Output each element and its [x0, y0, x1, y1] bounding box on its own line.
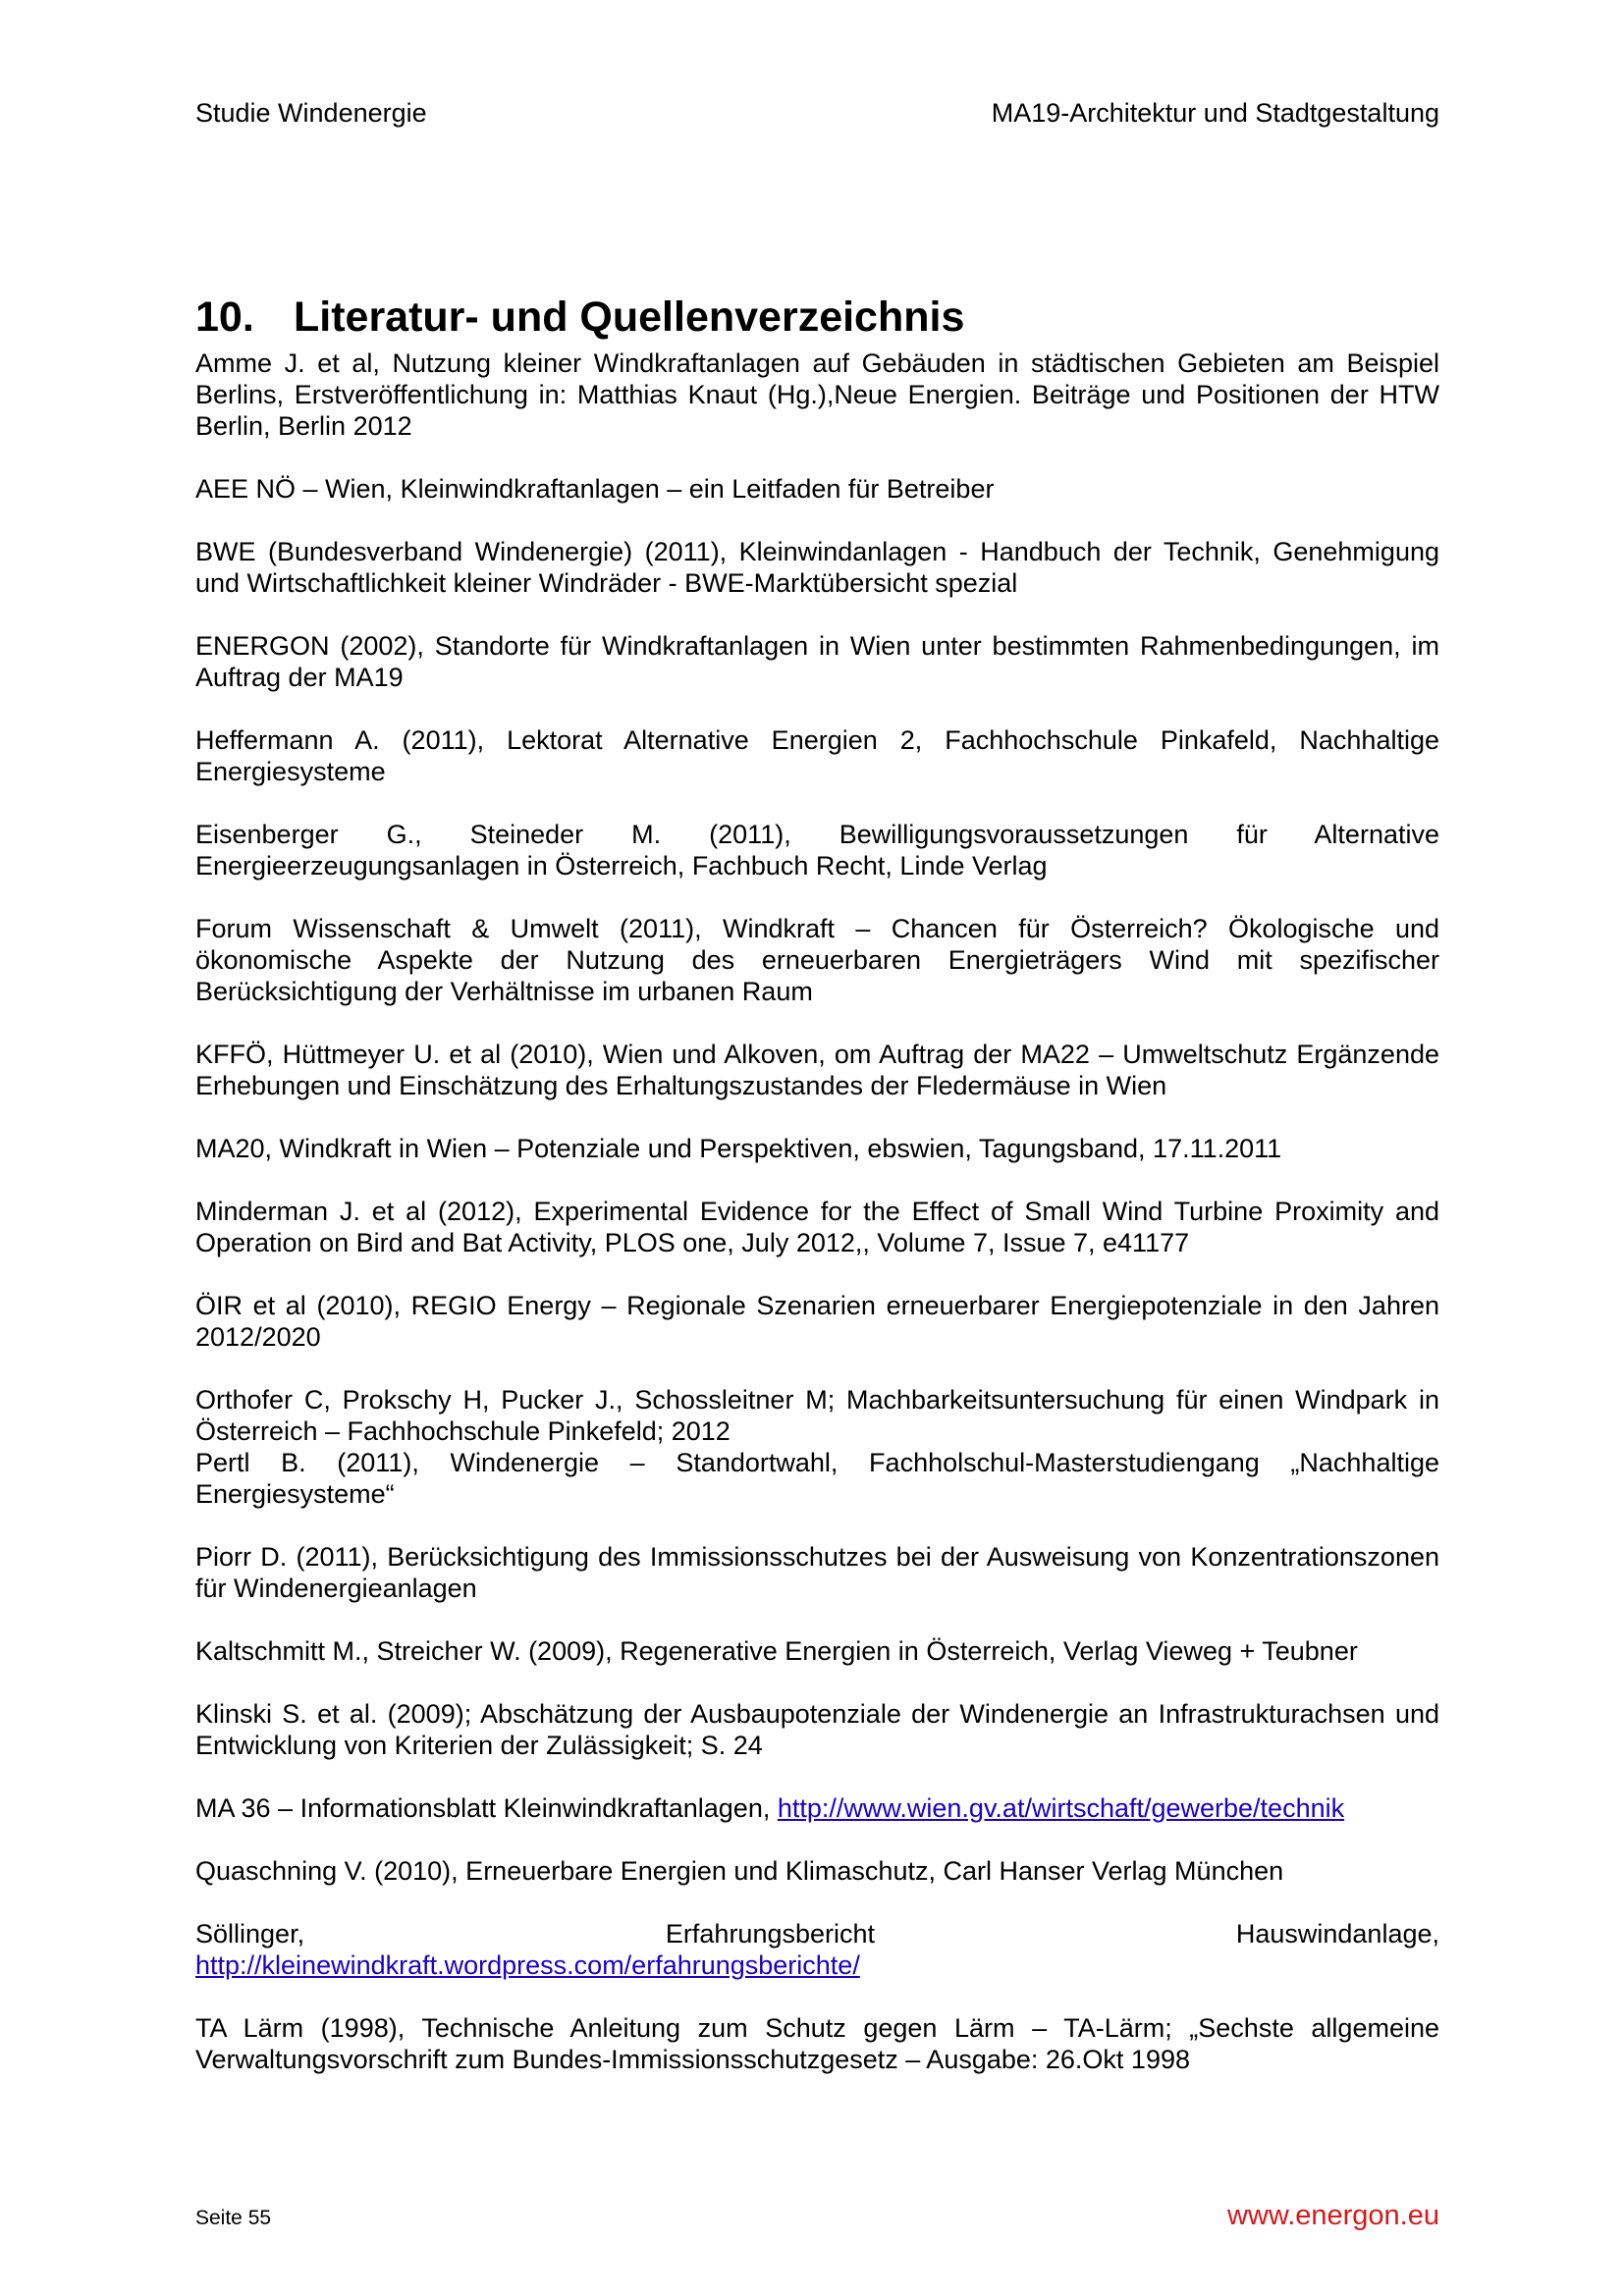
- footer-website-link[interactable]: www.energon.eu: [1226, 2200, 1439, 2231]
- ma36-link[interactable]: http://www.wien.gv.at/wirtschaft/gewerbe/technik: [777, 1793, 1345, 1823]
- reference-item: TA Lärm (1998), Technische Anleitung zum Schutz gegen Lärm – TA-Lärm; „Sechste allgemeine Verwaltungsvorschrift zum Bundes-Immissionsschutzgesetz – Ausgabe: 26.Okt 1998: [195, 2013, 1439, 2074]
- reference-text: MA 36 – Informationsblatt Kleinwindkraftanlagen,: [195, 1793, 778, 1823]
- soellinger-word: Erfahrungsbericht: [665, 1919, 876, 1949]
- reference-item: Orthofer C, Prokschy H, Pucker J., Schossleitner M; Machbarkeitsuntersuchung für einen Windpark in Österreich – Fachhochschule Pinkefeld; 2012: [195, 1385, 1439, 1446]
- reference-item-ma36: [195, 1792, 1439, 1824]
- soellinger-author: Söllinger,: [195, 1919, 305, 1949]
- reference-item: MA20, Windkraft in Wien – Potenziale und Perspektiven, ebswien, Tagungsband, 17.11.2011: [195, 1134, 1282, 1163]
- header-department: MA19-Architektur und Stadtgestaltung: [991, 98, 1439, 128]
- reference-item: KFFÖ, Hüttmeyer U. et al (2010), Wien und Alkoven, om Auftrag der MA22 – Umweltschutz Ergänzende Erhebungen und Einschätzung des Erhaltungszustandes der Fledermäuse in Wien: [195, 1040, 1439, 1100]
- section-number: 10.: [195, 294, 254, 341]
- reference-item: Amme J. et al, Nutzung kleiner Windkraftanlagen auf Gebäuden in städtischen Gebieten am Beispiel Berlins, Erstveröffentlichung in: Matthias Knaut (Hg.),Neue Energien. Beiträge und Positionen der HTW Berlin, Berlin 2012: [195, 348, 1439, 441]
- reference-item: BWE (Bundesverband Windenergie) (2011), Kleinwindanlagen - Handbuch der Technik, Genehmigung und Wirtschaftlichkeit kleiner Windräder - BWE-Marktübersicht spezial: [195, 537, 1439, 598]
- reference-list: [195, 347, 1439, 2075]
- reference-item: Kaltschmitt M., Streicher W. (2009), Regenerative Energien in Österreich, Verlag Vieweg + Teubner: [195, 1636, 1358, 1666]
- soellinger-word: Hauswindanlage,: [1235, 1919, 1439, 1949]
- soellinger-link[interactable]: http://kleinewindkraft.wordpress.com/erfahrungsberichte/: [195, 1950, 860, 1980]
- reference-item: ÖIR et al (2010), REGIO Energy – Regionale Szenarien erneuerbarer Energiepotenziale in den Jahren 2012/2020: [195, 1291, 1439, 1352]
- content-area: [195, 291, 1439, 2107]
- section-heading: [195, 291, 1439, 344]
- footer-page-number: Seite 55: [195, 2207, 272, 2229]
- reference-item: Forum Wissenschaft & Umwelt (2011), Windkraft – Chancen für Österreich? Ökologische und ökonomische Aspekte der Nutzung des erneuerbaren Energieträgers Wind mit spezifischer Berücksichtigung der Verhältnisse im urbanen Raum: [195, 914, 1439, 1006]
- reference-item: Eisenberger G., Steineder M. (2011), Bewilligungsvoraussetzungen für Alternative Energieerzeugungsanlagen in Österreich, Fachbuch Recht, Linde Verlag: [195, 820, 1439, 881]
- reference-item: Minderman J. et al (2012), Experimental Evidence for the Effect of Small Wind Turbine Proximity and Operation on Bird and Bat Activity, PLOS one, July 2012,, Volume 7, Issue 7, e41177: [195, 1197, 1439, 1257]
- reference-item: Piorr D. (2011), Berücksichtigung des Immissionsschutzes bei der Ausweisung von Konzentrationszonen für Windenergieanlagen: [195, 1542, 1439, 1603]
- header-study-title: Studie Windenergie: [195, 98, 427, 128]
- reference-item: AEE NÖ – Wien, Kleinwindkraftanlagen – ein Leitfaden für Betreiber: [195, 474, 995, 504]
- reference-item: Pertl B. (2011), Windenergie – Standortwahl, Fachholschul-Masterstudiengang „Nachhaltige Energiesysteme“: [195, 1448, 1439, 1509]
- reference-item: Heffermann A. (2011), Lektorat Alternative Energien 2, Fachhochschule Pinkafeld, Nachhaltige Energiesysteme: [195, 725, 1439, 786]
- reference-item: ENERGON (2002), Standorte für Windkraftanlagen in Wien unter bestimmten Rahmenbedingungen, im Auftrag der MA19: [195, 631, 1439, 692]
- reference-item: Klinski S. et al. (2009); Abschätzung der Ausbaupotenziale der Windenergie an Infrastrukturachsen und Entwicklung von Kriterien der Zulässigkeit; S. 24: [195, 1699, 1439, 1760]
- section-title: Literatur- und Quellenverzeichnis: [294, 294, 965, 341]
- reference-item-soellinger: [195, 1918, 1439, 1981]
- soellinger-line: [195, 1918, 1439, 1949]
- reference-item: Quaschning V. (2010), Erneuerbare Energien und Klimaschutz, Carl Hanser Verlag München: [195, 1856, 1284, 1886]
